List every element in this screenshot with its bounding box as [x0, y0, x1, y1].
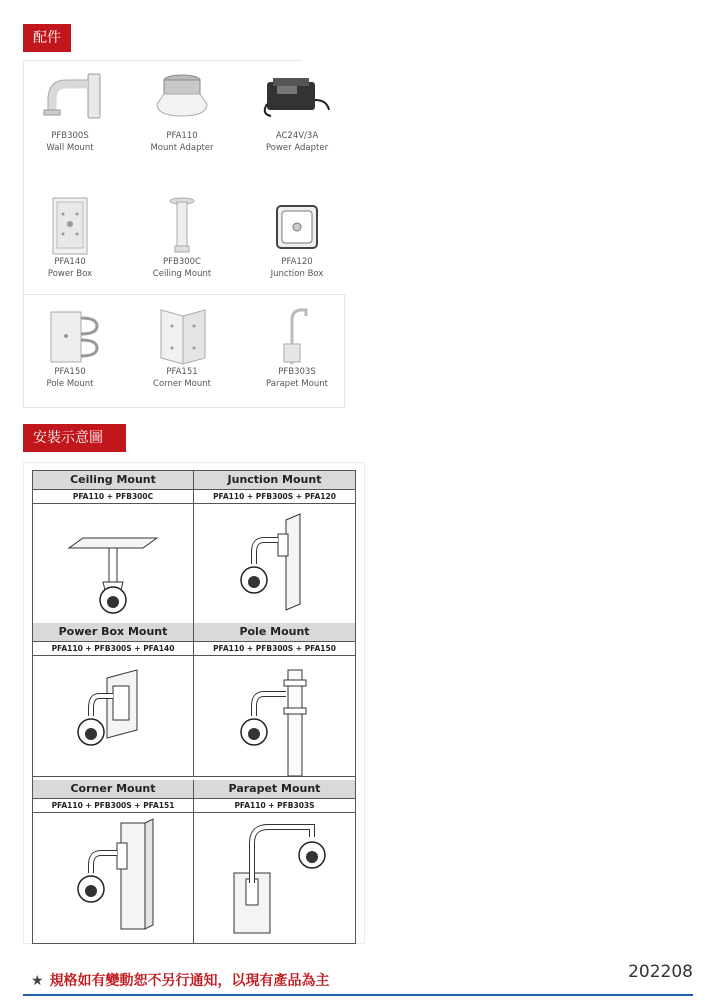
- accessory-model: AC24V/3A: [275, 131, 319, 141]
- install-parts: PFA110 + PFB300S + PFA150: [194, 642, 355, 656]
- install-parts: PFA110 + PFB300S + PFA120: [194, 490, 355, 504]
- parapet-mount-icon: [242, 306, 352, 366]
- accessory-model: PFA151: [166, 367, 198, 377]
- accessory-name: Wall Mount: [46, 143, 94, 153]
- accessory-pole-mount: [15, 306, 125, 390]
- install-title: Ceiling Mount: [33, 471, 193, 490]
- power-box-mount-diagram-icon: [33, 656, 193, 777]
- power-box-icon: [15, 196, 125, 256]
- parapet-mount-diagram-icon: [194, 813, 355, 943]
- install-parts: PFA110 + PFB300C: [33, 490, 193, 504]
- install-cell-pole: [194, 623, 355, 777]
- installation-table: [32, 470, 356, 944]
- mount-adapter-icon: [127, 70, 237, 130]
- ceiling-mount-icon: [127, 196, 237, 256]
- install-title: Power Box Mount: [33, 623, 193, 642]
- footer-divider: [23, 994, 693, 996]
- junction-mount-diagram-icon: [194, 504, 355, 625]
- pole-mount-diagram-icon: [194, 656, 355, 777]
- accessory-model: PFA110: [166, 131, 198, 141]
- accessory-model: PFA150: [54, 367, 86, 377]
- install-title: Corner Mount: [33, 780, 193, 799]
- install-title: Junction Mount: [194, 471, 355, 490]
- install-parts: PFA110 + PFB300S + PFA151: [33, 799, 193, 813]
- accessory-corner-mount: [127, 306, 237, 390]
- accessories-section-title: 配件: [23, 24, 71, 52]
- accessory-name: Corner Mount: [153, 379, 211, 389]
- accessory-name: Pole Mount: [46, 379, 94, 389]
- footer-note-text: 規格如有變動恕不另行通知，以現有產品為主: [49, 973, 330, 989]
- accessory-wall-mount: [15, 70, 125, 154]
- star-icon: ★: [31, 973, 44, 989]
- accessory-name: Power Adapter: [265, 143, 329, 153]
- pole-mount-icon: [15, 306, 125, 366]
- accessory-name: Ceiling Mount: [152, 269, 212, 279]
- installation-section-title: 安裝示意圖: [23, 424, 126, 452]
- accessory-model: PFB300C: [162, 257, 201, 267]
- power-adapter-icon: [242, 70, 352, 130]
- corner-mount-diagram-icon: [33, 813, 193, 943]
- accessory-power-adapter: [242, 70, 352, 154]
- install-cell-corner: [33, 780, 194, 943]
- accessory-model: PFB303S: [278, 367, 316, 377]
- install-cell-parapet: [194, 780, 355, 943]
- accessory-ceiling-mount: [127, 196, 237, 280]
- junction-box-icon: [242, 196, 352, 256]
- accessory-parapet-mount: [242, 306, 352, 390]
- install-title: Parapet Mount: [194, 780, 355, 799]
- accessory-name: Parapet Mount: [266, 379, 328, 389]
- accessory-model: PFB300S: [51, 131, 89, 141]
- footer-note: [31, 970, 330, 990]
- accessory-name: Mount Adapter: [150, 143, 214, 153]
- accessory-mount-adapter: [127, 70, 237, 154]
- accessory-model: PFA120: [281, 257, 313, 267]
- install-cell-power-box: [33, 623, 194, 777]
- accessory-name: Power Box: [47, 269, 93, 279]
- install-parts: PFA110 + PFB303S: [194, 799, 355, 813]
- document-code: 202208: [628, 962, 693, 982]
- accessory-model: PFA140: [54, 257, 86, 267]
- install-cell-junction: [194, 471, 355, 625]
- accessory-junction-box: [242, 196, 352, 280]
- wall-mount-icon: [15, 70, 125, 130]
- install-cell-ceiling: [33, 471, 194, 625]
- ceiling-mount-diagram-icon: [33, 504, 193, 625]
- accessory-name: Junction Box: [270, 269, 324, 279]
- install-title: Pole Mount: [194, 623, 355, 642]
- accessory-power-box: [15, 196, 125, 280]
- corner-mount-icon: [127, 306, 237, 366]
- install-parts: PFA110 + PFB300S + PFA140: [33, 642, 193, 656]
